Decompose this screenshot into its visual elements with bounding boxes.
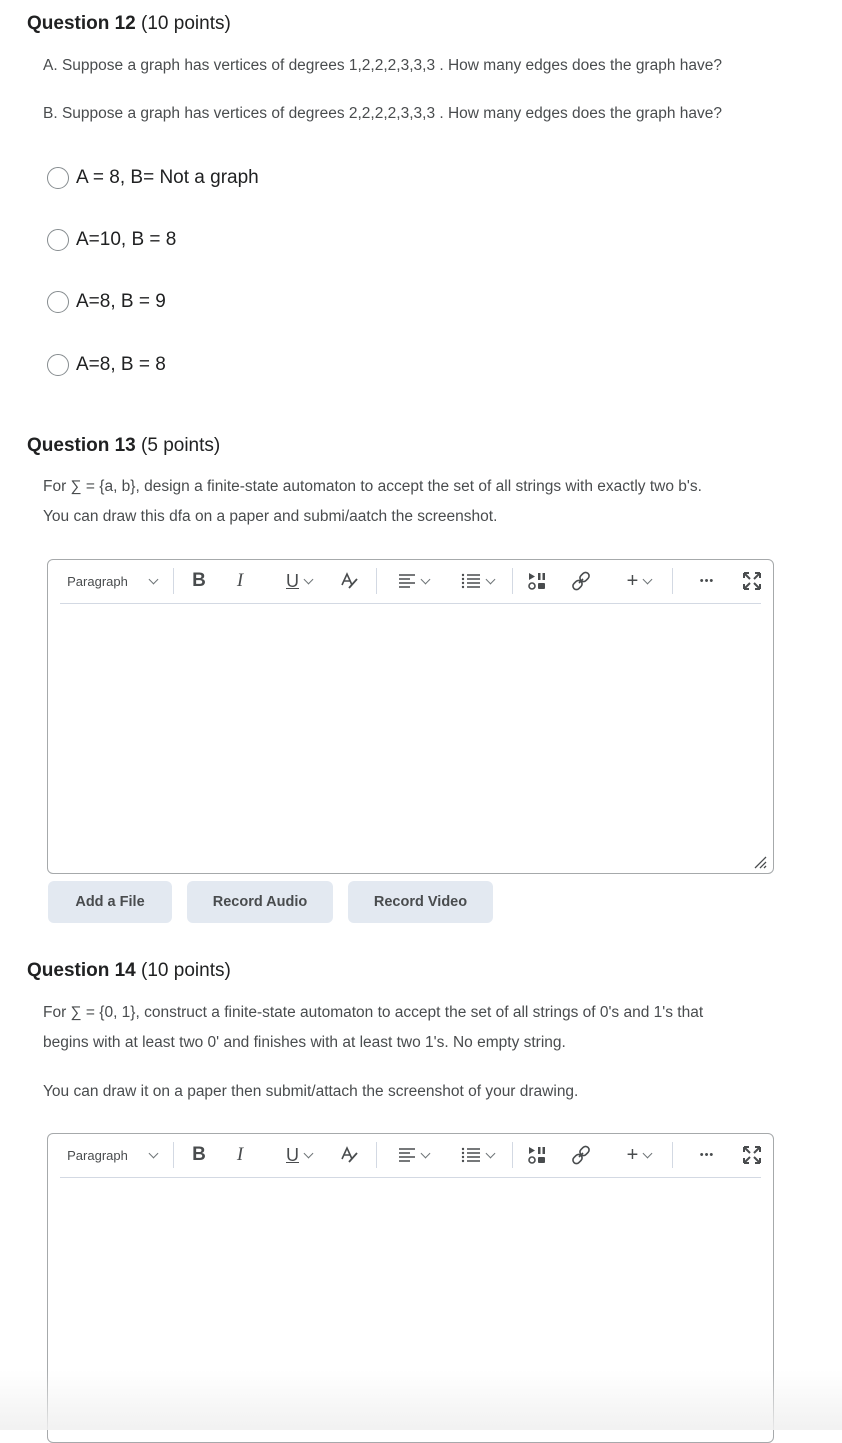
insert-link-button[interactable] [570,1142,592,1168]
insert-link-button[interactable] [570,568,592,594]
record-audio-button[interactable]: Record Audio [187,881,333,923]
question-title-text: Question 13 [27,435,136,456]
bullet-list-icon [461,573,481,589]
answer-option-label: A=8, B = 8 [76,354,166,375]
chevron-down-icon [420,574,430,584]
answer-option-1[interactable] [47,165,259,191]
font-color-icon [339,571,359,591]
question-points: (10 points) [141,960,231,981]
chevron-down-icon [420,1148,430,1158]
bold-button[interactable]: B [192,570,206,591]
chevron-down-icon [148,574,158,584]
question-title-text: Question 12 [27,13,136,34]
paragraph-format-dropdown[interactable] [62,1142,162,1168]
italic-button[interactable]: I [236,570,244,591]
chevron-down-icon [304,574,314,584]
question-13-title [27,435,220,457]
italic-button[interactable]: I [236,1144,244,1165]
more-actions-button[interactable] [694,568,720,594]
font-color-icon [339,1145,359,1165]
link-icon [571,1145,591,1165]
resize-handle-icon[interactable] [753,855,767,869]
question-14-text-line-2: begins with at least two 0' and finishes with at least two 1's. No empty string. [43,1034,566,1051]
answer-option-3[interactable] [47,289,166,315]
insert-stuff-dropdown[interactable] [618,568,660,594]
question-points: (10 points) [141,13,231,34]
rich-text-editor-q13[interactable] [47,559,774,874]
chevron-down-icon [304,1148,314,1158]
media-icon [527,1145,547,1165]
chevron-down-icon [485,574,495,584]
toolbar-divider [376,568,377,594]
question-12-part-a: A. Suppose a graph has vertices of degrees 1,2,2,2,3,3,3 . How many edges does the graph have? [43,57,722,74]
toolbar-divider [512,568,513,594]
question-14-title [27,960,231,982]
align-dropdown[interactable] [391,1142,435,1168]
text-color-button[interactable] [337,568,361,594]
link-icon [571,571,591,591]
list-dropdown[interactable] [455,568,499,594]
toolbar-divider [173,1142,174,1168]
toolbar-divider [512,1142,513,1168]
toolbar-divider [173,568,174,594]
question-14-text-line-1: For ∑ = {0, 1}, construct a finite-state automaton to accept the set of all strings of 0's and 1's that [43,1004,704,1021]
bottom-fade-overlay [0,1370,842,1430]
align-left-icon [398,1147,416,1163]
fullscreen-button[interactable] [740,1142,764,1168]
insert-media-button[interactable] [526,1142,548,1168]
insert-stuff-dropdown[interactable] [618,1142,660,1168]
toolbar-divider [672,568,673,594]
chevron-down-icon [148,1148,158,1158]
ellipsis-icon: ••• [699,575,715,587]
question-12-part-b: B. Suppose a graph has vertices of degrees 2,2,2,2,3,3,3 . How many edges does the graph have? [43,105,722,122]
question-title-text: Question 14 [27,960,136,981]
expand-icon [742,1145,762,1165]
plus-icon: + [626,569,639,592]
bold-button[interactable]: B [192,1144,206,1165]
paragraph-format-label: Paragraph [67,1147,128,1163]
toolbar-divider [376,1142,377,1168]
editor-toolbar [60,560,761,604]
radio-button[interactable] [47,229,69,251]
answer-option-4[interactable] [47,352,166,378]
fullscreen-button[interactable] [740,568,764,594]
record-video-button[interactable]: Record Video [348,881,493,923]
text-color-button[interactable] [337,1142,361,1168]
answer-option-2[interactable] [47,227,176,253]
expand-icon [742,571,762,591]
radio-button[interactable] [47,354,69,376]
paragraph-format-label: Paragraph [67,573,128,589]
paragraph-format-dropdown[interactable] [62,568,162,594]
answer-option-label: A = 8, B= Not a graph [76,167,259,188]
align-dropdown[interactable] [391,568,435,594]
bullet-list-icon [461,1147,481,1163]
list-dropdown[interactable] [455,1142,499,1168]
question-13-text-line-2: You can draw this dfa on a paper and submi/aatch the screenshot. [43,508,498,525]
ellipsis-icon: ••• [699,1149,715,1161]
toolbar-divider [672,1142,673,1168]
chevron-down-icon [643,574,653,584]
radio-button[interactable] [47,291,69,313]
add-file-button[interactable]: Add a File [48,881,172,923]
insert-media-button[interactable] [526,568,548,594]
underline-label: U [286,570,299,591]
answer-option-label: A=8, B = 9 [76,291,166,312]
radio-button[interactable] [47,167,69,189]
media-icon [527,571,547,591]
underline-label: U [286,1144,299,1165]
question-14-text-line-3: You can draw it on a paper then submit/attach the screenshot of your drawing. [43,1083,579,1100]
question-points: (5 points) [141,435,221,456]
chevron-down-icon [485,1148,495,1158]
plus-icon: + [626,1143,639,1166]
editor-toolbar [60,1134,761,1178]
underline-dropdown[interactable] [278,1142,320,1168]
underline-dropdown[interactable] [278,568,320,594]
more-actions-button[interactable] [694,1142,720,1168]
align-left-icon [398,573,416,589]
question-12-title [27,13,231,35]
answer-option-label: A=10, B = 8 [76,229,177,250]
question-13-text-line-1: For ∑ = {a, b}, design a finite-state automaton to accept the set of all strings with exactly two b's. [43,478,702,495]
chevron-down-icon [643,1148,653,1158]
